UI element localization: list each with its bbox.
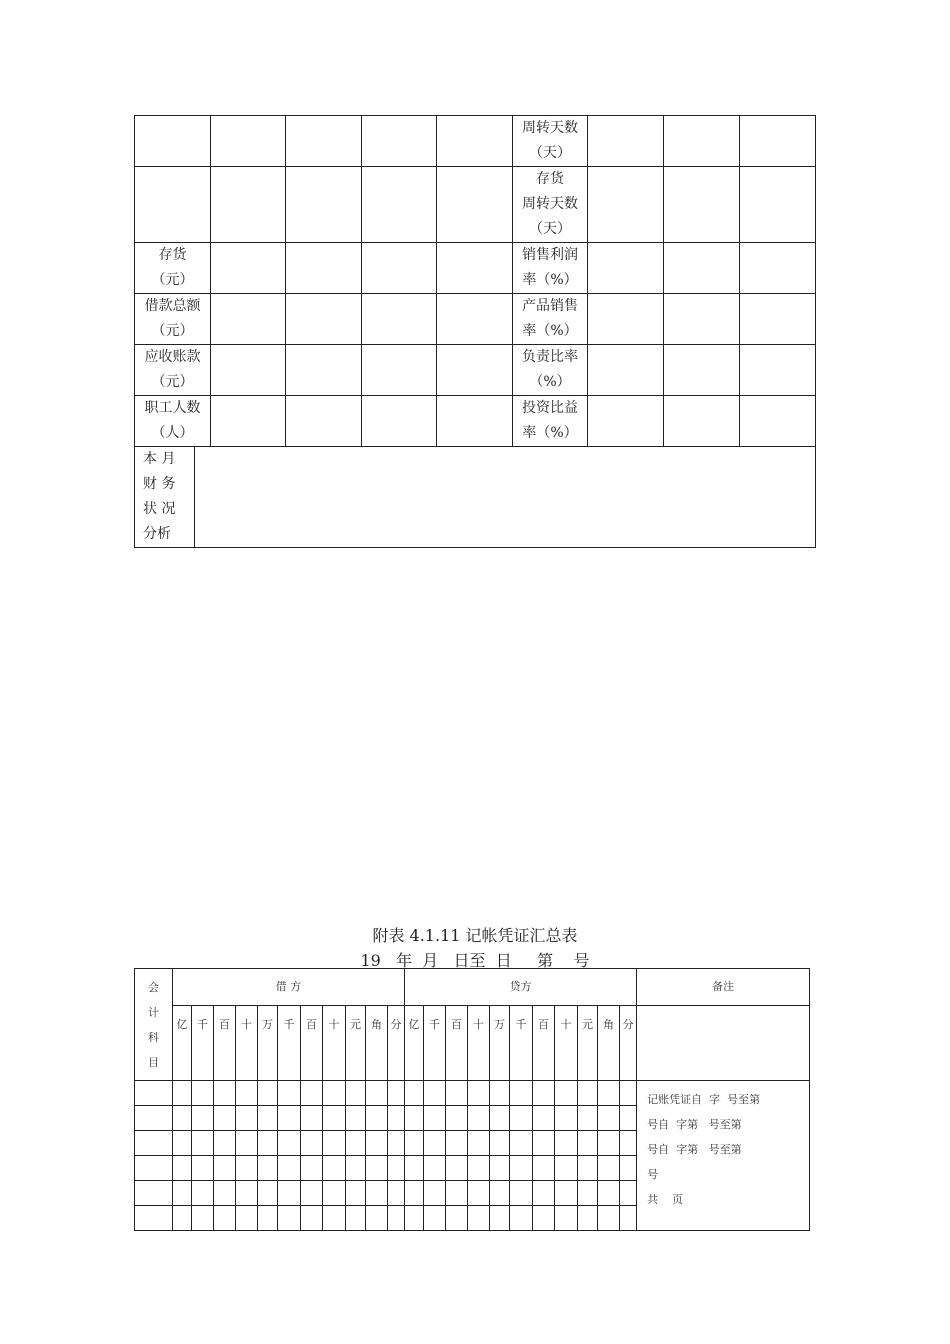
amount-cell[interactable] xyxy=(388,1156,405,1181)
value-cell xyxy=(740,345,816,396)
digit-label: 元 xyxy=(578,1006,598,1081)
value-cell xyxy=(588,294,664,345)
amount-cell[interactable] xyxy=(323,1156,346,1181)
row-label: 职工人数 （人） xyxy=(135,396,211,447)
digit-label: 千 xyxy=(424,1006,446,1081)
value-cell xyxy=(362,294,437,345)
amount-cell[interactable] xyxy=(510,1106,533,1131)
digit-label: 十 xyxy=(236,1006,258,1081)
row-label xyxy=(135,116,211,167)
value-cell xyxy=(362,345,437,396)
amount-cell[interactable] xyxy=(510,1206,533,1231)
amount-cell[interactable] xyxy=(258,1081,278,1106)
row-label: 借款总额 （元） xyxy=(135,294,211,345)
amount-cell[interactable] xyxy=(346,1106,366,1131)
value-cell xyxy=(362,396,437,447)
remark-line: 共 页 xyxy=(647,1193,684,1206)
table-row xyxy=(135,294,816,345)
value-cell xyxy=(664,167,740,243)
amount-cell[interactable] xyxy=(555,1181,578,1206)
amount-cell[interactable] xyxy=(192,1106,214,1131)
digit-label: 百 xyxy=(301,1006,323,1081)
amount-cell[interactable] xyxy=(405,1131,424,1156)
value-cell xyxy=(437,396,513,447)
amount-cell[interactable] xyxy=(214,1181,236,1206)
amount-cell[interactable] xyxy=(366,1081,388,1106)
value-cell xyxy=(286,116,362,167)
account-cell[interactable] xyxy=(135,1181,173,1206)
amount-cell[interactable] xyxy=(388,1131,405,1156)
value-cell xyxy=(437,243,513,294)
amount-cell[interactable] xyxy=(173,1081,192,1106)
amount-cell[interactable] xyxy=(424,1081,446,1106)
amount-cell[interactable] xyxy=(446,1106,468,1131)
value-cell xyxy=(664,243,740,294)
amount-cell[interactable] xyxy=(555,1156,578,1181)
amount-cell[interactable] xyxy=(192,1081,214,1106)
amount-cell[interactable] xyxy=(366,1156,388,1181)
digit-label: 角 xyxy=(598,1006,620,1081)
amount-cell[interactable] xyxy=(598,1081,620,1106)
amount-cell[interactable] xyxy=(192,1131,214,1156)
digit-label: 十 xyxy=(555,1006,578,1081)
value-cell xyxy=(437,294,513,345)
value-cell xyxy=(362,243,437,294)
amount-cell[interactable] xyxy=(446,1181,468,1206)
analysis-row xyxy=(135,447,816,548)
analysis-inner-row xyxy=(135,447,815,547)
account-cell[interactable] xyxy=(135,1131,173,1156)
amount-cell[interactable] xyxy=(578,1131,598,1156)
digit-label: 亿 xyxy=(173,1006,192,1081)
remark-line: 记账凭证自 字 号至第 xyxy=(647,1093,761,1106)
debit-label: 借 方 xyxy=(173,969,405,1006)
value-cell xyxy=(664,345,740,396)
amount-cell[interactable] xyxy=(468,1206,490,1231)
amount-cell[interactable] xyxy=(446,1131,468,1156)
amount-cell[interactable] xyxy=(301,1156,323,1181)
note-blank xyxy=(637,1006,810,1081)
amount-cell[interactable] xyxy=(214,1081,236,1106)
digit-label: 万 xyxy=(258,1006,278,1081)
indicator-label: 销售利润 率（%） xyxy=(513,243,588,294)
value-cell xyxy=(664,116,740,167)
digit-label: 百 xyxy=(446,1006,468,1081)
amount-cell[interactable] xyxy=(301,1131,323,1156)
credit-label: 贷方 xyxy=(405,969,637,1006)
value-cell xyxy=(286,167,362,243)
amount-cell[interactable] xyxy=(366,1106,388,1131)
amount-cell[interactable] xyxy=(278,1156,301,1181)
value-cell xyxy=(740,167,816,243)
amount-cell[interactable] xyxy=(214,1206,236,1231)
amount-cell[interactable] xyxy=(405,1106,424,1131)
amount-cell[interactable] xyxy=(490,1131,510,1156)
amount-cell[interactable] xyxy=(424,1131,446,1156)
table-row xyxy=(135,167,816,243)
amount-cell[interactable] xyxy=(192,1206,214,1231)
amount-cell[interactable] xyxy=(236,1131,258,1156)
digit-label: 百 xyxy=(533,1006,555,1081)
amount-cell[interactable] xyxy=(301,1181,323,1206)
amount-cell[interactable] xyxy=(388,1106,405,1131)
amount-cell[interactable] xyxy=(258,1206,278,1231)
amount-cell[interactable] xyxy=(620,1156,637,1181)
amount-cell[interactable] xyxy=(533,1181,555,1206)
table-row xyxy=(135,1081,810,1106)
amount-cell[interactable] xyxy=(323,1206,346,1231)
digit-label: 亿 xyxy=(405,1006,424,1081)
amount-cell[interactable] xyxy=(405,1156,424,1181)
amount-cell[interactable] xyxy=(323,1181,346,1206)
amount-cell[interactable] xyxy=(346,1081,366,1106)
amount-cell[interactable] xyxy=(405,1181,424,1206)
amount-cell[interactable] xyxy=(620,1181,637,1206)
value-cell xyxy=(286,294,362,345)
amount-cell[interactable] xyxy=(446,1206,468,1231)
amount-cell[interactable] xyxy=(578,1181,598,1206)
row-label: 存货 （元） xyxy=(135,243,211,294)
amount-cell[interactable] xyxy=(258,1131,278,1156)
value-cell xyxy=(740,294,816,345)
amount-cell[interactable] xyxy=(468,1081,490,1106)
amount-cell[interactable] xyxy=(346,1206,366,1231)
amount-cell[interactable] xyxy=(388,1206,405,1231)
amount-cell[interactable] xyxy=(533,1156,555,1181)
amount-cell[interactable] xyxy=(258,1181,278,1206)
amount-cell[interactable] xyxy=(598,1181,620,1206)
value-cell xyxy=(437,345,513,396)
amount-cell[interactable] xyxy=(258,1106,278,1131)
amount-cell[interactable] xyxy=(468,1106,490,1131)
amount-cell[interactable] xyxy=(578,1206,598,1231)
amount-cell[interactable] xyxy=(236,1106,258,1131)
digit-label: 千 xyxy=(192,1006,214,1081)
value-cell xyxy=(437,167,513,243)
amount-cell[interactable] xyxy=(405,1206,424,1231)
value-cell xyxy=(588,396,664,447)
amount-cell[interactable] xyxy=(424,1106,446,1131)
amount-cell[interactable] xyxy=(173,1156,192,1181)
value-cell xyxy=(740,396,816,447)
amount-cell[interactable] xyxy=(620,1131,637,1156)
voucher-summary-subtitle: 19 年 月 日至 日 第 号 xyxy=(360,951,590,970)
amount-cell[interactable] xyxy=(388,1181,405,1206)
amount-cell[interactable] xyxy=(446,1081,468,1106)
amount-cell[interactable] xyxy=(468,1156,490,1181)
value-cell xyxy=(664,294,740,345)
digit-label: 千 xyxy=(510,1006,533,1081)
amount-cell[interactable] xyxy=(533,1206,555,1231)
remark-line: 号自 字第 号至第 xyxy=(647,1118,742,1131)
value-cell xyxy=(588,167,664,243)
amount-cell[interactable] xyxy=(490,1206,510,1231)
header-row xyxy=(135,969,810,1006)
amount-cell[interactable] xyxy=(214,1156,236,1181)
value-cell xyxy=(437,116,513,167)
amount-cell[interactable] xyxy=(620,1106,637,1131)
amount-cell[interactable] xyxy=(598,1206,620,1231)
amount-cell[interactable] xyxy=(533,1106,555,1131)
indicator-label: 负责比率 （%） xyxy=(513,345,588,396)
table-row xyxy=(135,243,816,294)
amount-cell[interactable] xyxy=(173,1181,192,1206)
amount-cell[interactable] xyxy=(510,1156,533,1181)
row-label xyxy=(135,167,211,243)
value-cell xyxy=(211,396,286,447)
digit-label: 十 xyxy=(323,1006,346,1081)
value-cell xyxy=(740,243,816,294)
amount-cell[interactable] xyxy=(490,1156,510,1181)
amount-cell[interactable] xyxy=(620,1206,637,1231)
remark-line: 号自 字第 号至第 xyxy=(647,1143,742,1156)
amount-cell[interactable] xyxy=(468,1131,490,1156)
amount-cell[interactable] xyxy=(192,1156,214,1181)
amount-cell[interactable] xyxy=(346,1156,366,1181)
amount-cell[interactable] xyxy=(598,1131,620,1156)
amount-cell[interactable] xyxy=(323,1106,346,1131)
amount-cell[interactable] xyxy=(236,1181,258,1206)
value-cell xyxy=(286,396,362,447)
amount-cell[interactable] xyxy=(555,1081,578,1106)
row-label: 应收账款 （元） xyxy=(135,345,211,396)
amount-cell[interactable] xyxy=(278,1181,301,1206)
amount-cell[interactable] xyxy=(578,1156,598,1181)
indicator-label: 周转天数 （天） xyxy=(513,116,588,167)
amount-cell[interactable] xyxy=(366,1206,388,1231)
digit-label: 角 xyxy=(366,1006,388,1081)
amount-cell[interactable] xyxy=(278,1206,301,1231)
digit-label: 万 xyxy=(490,1006,510,1081)
amount-cell[interactable] xyxy=(173,1131,192,1156)
digit-label: 分 xyxy=(620,1006,637,1081)
amount-cell[interactable] xyxy=(388,1081,405,1106)
amount-cell[interactable] xyxy=(236,1081,258,1106)
amount-cell[interactable] xyxy=(555,1131,578,1156)
value-cell xyxy=(286,243,362,294)
amount-cell[interactable] xyxy=(490,1106,510,1131)
amount-cell[interactable] xyxy=(366,1181,388,1206)
value-cell xyxy=(211,116,286,167)
voucher-summary-title: 附表 4.1.11 记帐凭证汇总表 xyxy=(372,926,578,945)
amount-cell[interactable] xyxy=(278,1106,301,1131)
digit-label: 百 xyxy=(214,1006,236,1081)
amount-cell[interactable] xyxy=(366,1131,388,1156)
amount-cell[interactable] xyxy=(301,1206,323,1231)
indicator-label: 产品销售 率（%） xyxy=(513,294,588,345)
amount-cell[interactable] xyxy=(620,1081,637,1106)
indicator-label: 投资比益 率（%） xyxy=(513,396,588,447)
amount-cell[interactable] xyxy=(490,1081,510,1106)
amount-cell[interactable] xyxy=(490,1181,510,1206)
amount-cell[interactable] xyxy=(598,1156,620,1181)
financial-status-table xyxy=(134,115,816,548)
amount-cell[interactable] xyxy=(258,1156,278,1181)
value-cell xyxy=(211,167,286,243)
value-cell xyxy=(362,116,437,167)
analysis-label: 本 月 财 务 状 况 分析 xyxy=(135,447,195,547)
amount-cell[interactable] xyxy=(236,1156,258,1181)
amount-cell[interactable] xyxy=(192,1181,214,1206)
note-label: 备注 xyxy=(637,969,810,1006)
amount-cell[interactable] xyxy=(236,1206,258,1231)
analysis-content[interactable] xyxy=(195,447,816,547)
remark-line: 号 xyxy=(647,1168,659,1181)
value-cell xyxy=(588,243,664,294)
amount-cell[interactable] xyxy=(555,1106,578,1131)
account-cell[interactable] xyxy=(135,1156,173,1181)
amount-cell[interactable] xyxy=(173,1206,192,1231)
amount-cell[interactable] xyxy=(346,1131,366,1156)
amount-cell[interactable] xyxy=(555,1206,578,1231)
account-cell[interactable] xyxy=(135,1106,173,1131)
remark-cell xyxy=(637,1081,810,1231)
account-label: 会 计 科 目 xyxy=(135,969,173,1081)
amount-cell[interactable] xyxy=(278,1081,301,1106)
amount-cell[interactable] xyxy=(510,1081,533,1106)
amount-cell[interactable] xyxy=(323,1131,346,1156)
amount-cell[interactable] xyxy=(173,1106,192,1131)
amount-cell[interactable] xyxy=(533,1081,555,1106)
indicator-label: 存货 周转天数 （天） xyxy=(513,167,588,243)
value-cell xyxy=(664,396,740,447)
amount-cell[interactable] xyxy=(424,1156,446,1181)
value-cell xyxy=(286,345,362,396)
table-row xyxy=(135,396,816,447)
analysis-inner-table xyxy=(135,447,815,547)
amount-cell[interactable] xyxy=(301,1081,323,1106)
amount-cell[interactable] xyxy=(323,1081,346,1106)
digit-label: 元 xyxy=(346,1006,366,1081)
table-row xyxy=(135,345,816,396)
value-cell xyxy=(362,167,437,243)
account-cell[interactable] xyxy=(135,1206,173,1231)
value-cell xyxy=(211,345,286,396)
amount-cell[interactable] xyxy=(598,1106,620,1131)
table-row xyxy=(135,116,816,167)
amount-cell[interactable] xyxy=(533,1131,555,1156)
amount-cell[interactable] xyxy=(578,1106,598,1131)
amount-cell[interactable] xyxy=(301,1106,323,1131)
amount-cell[interactable] xyxy=(214,1131,236,1156)
amount-cell[interactable] xyxy=(424,1181,446,1206)
amount-cell[interactable] xyxy=(446,1156,468,1181)
analysis-row-wrapper xyxy=(135,447,816,548)
amount-cell[interactable] xyxy=(578,1081,598,1106)
digit-row xyxy=(135,1006,810,1081)
digit-label: 分 xyxy=(388,1006,405,1081)
amount-cell[interactable] xyxy=(424,1206,446,1231)
voucher-summary-table xyxy=(134,968,810,1231)
digit-label: 千 xyxy=(278,1006,301,1081)
value-cell xyxy=(740,116,816,167)
amount-cell[interactable] xyxy=(278,1131,301,1156)
digit-label: 十 xyxy=(468,1006,490,1081)
amount-cell[interactable] xyxy=(510,1131,533,1156)
amount-cell[interactable] xyxy=(346,1181,366,1206)
account-cell[interactable] xyxy=(135,1081,173,1106)
amount-cell[interactable] xyxy=(468,1181,490,1206)
value-cell xyxy=(588,345,664,396)
value-cell xyxy=(211,294,286,345)
amount-cell[interactable] xyxy=(405,1081,424,1106)
value-cell xyxy=(588,116,664,167)
amount-cell[interactable] xyxy=(510,1181,533,1206)
value-cell xyxy=(211,243,286,294)
amount-cell[interactable] xyxy=(214,1106,236,1131)
